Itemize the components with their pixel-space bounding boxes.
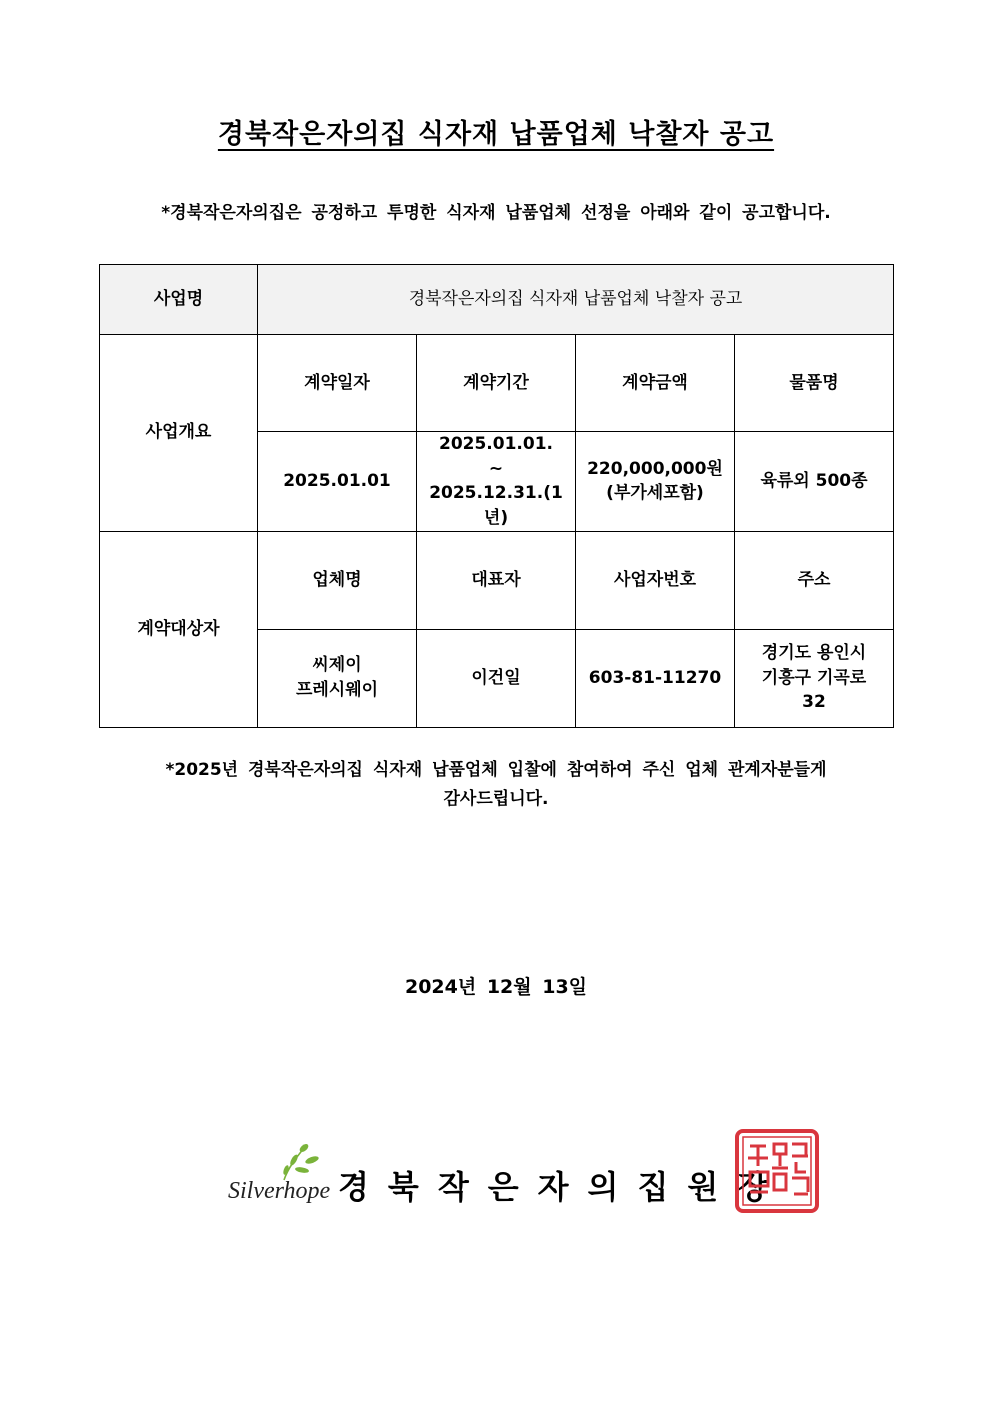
company-line1: 씨제이 bbox=[312, 655, 362, 676]
thanks-text bbox=[0, 756, 992, 814]
header-address: 주소 bbox=[735, 531, 894, 629]
project-name-value: 경북작은자의집 식자재 납품업체 낙찰자 공고 bbox=[258, 265, 894, 335]
silverhope-logo bbox=[226, 1140, 338, 1210]
contractor-label: 계약대상자 bbox=[100, 531, 258, 727]
document-title-text: 경북작은자의집 식자재 납품업체 낙찰자 공고 bbox=[217, 119, 775, 150]
director-signature: 경북작은자의집원장 bbox=[338, 1168, 788, 1206]
contract-date-value: 2025.01.01 bbox=[258, 432, 417, 532]
header-business-number: 사업자번호 bbox=[576, 531, 735, 629]
contract-amount-value bbox=[576, 432, 735, 532]
period-separator: ~ bbox=[488, 458, 504, 479]
leaf-icon bbox=[282, 1142, 319, 1180]
period-start: 2025.01.01. bbox=[438, 434, 553, 454]
company-line2: 프레시웨이 bbox=[295, 680, 379, 701]
project-name-label: 사업명 bbox=[100, 265, 258, 335]
item-name-value: 육류외 500종 bbox=[735, 432, 894, 532]
address-line3: 32 bbox=[802, 692, 826, 713]
address-line1: 경기도 용인시 bbox=[761, 643, 867, 664]
document-title bbox=[0, 112, 992, 151]
business-number-value: 603-81-11270 bbox=[576, 629, 735, 727]
amount-line1: 220,000,000원 bbox=[587, 458, 723, 479]
award-table bbox=[99, 264, 894, 728]
official-seal bbox=[734, 1128, 820, 1214]
logo-text: Silverhope bbox=[228, 1178, 331, 1204]
header-company: 업체명 bbox=[258, 531, 417, 629]
header-item-name: 물품명 bbox=[735, 335, 894, 432]
overview-label: 사업개요 bbox=[100, 335, 258, 532]
header-representative: 대표자 bbox=[417, 531, 576, 629]
amount-line2: (부가세포함) bbox=[606, 483, 704, 504]
thanks-line1: *2025년 경북작은자의집 식자재 납품업체 입찰에 참여하여 주신 업체 관계자분들게 bbox=[165, 760, 827, 780]
announcement-date: 2024년 12월 13일 bbox=[404, 976, 588, 998]
header-contract-date: 계약일자 bbox=[258, 335, 417, 432]
contract-period-value bbox=[417, 432, 576, 532]
header-contract-period: 계약기간 bbox=[417, 335, 576, 432]
period-end: 2025.12.31.(1년) bbox=[429, 483, 563, 528]
address-value bbox=[735, 629, 894, 727]
address-line2: 기흥구 기곡로 bbox=[761, 667, 867, 688]
thanks-line2: 감사드립니다. bbox=[443, 788, 549, 809]
company-value bbox=[258, 629, 417, 727]
intro-text: *경북작은자의집은 공정하고 투명한 식자재 납품업체 선정을 아래와 같이 공고합니다. bbox=[161, 203, 831, 223]
representative-value: 이건일 bbox=[417, 629, 576, 727]
header-contract-amount: 계약금액 bbox=[576, 335, 735, 432]
